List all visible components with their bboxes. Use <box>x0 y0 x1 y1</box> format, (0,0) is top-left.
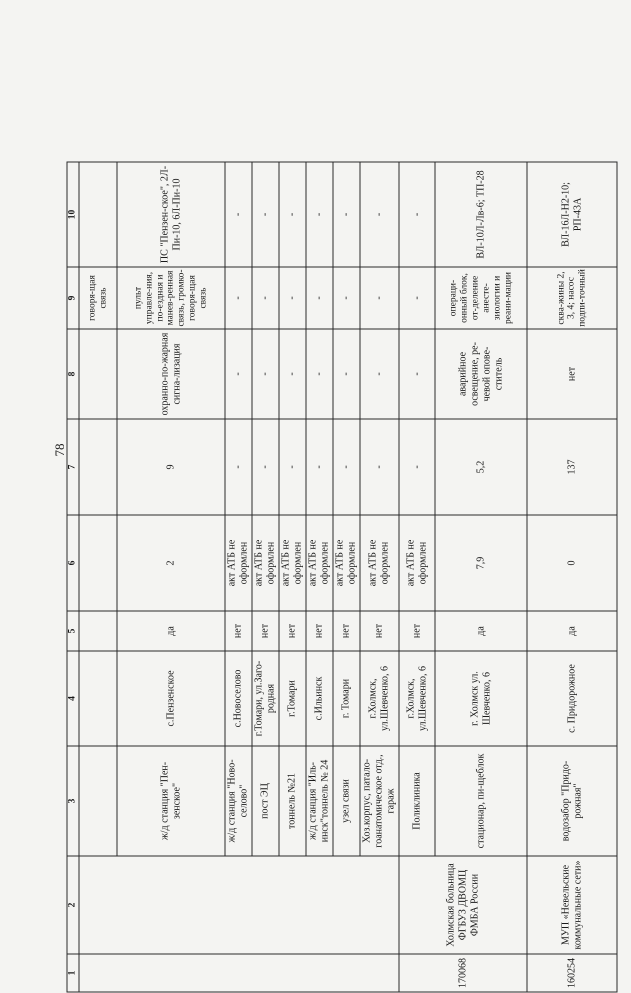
table-cell: г.Томари <box>279 651 306 746</box>
table-cell: - <box>333 419 360 515</box>
table-cell: да <box>527 611 617 651</box>
table-cell: с.Новоселово <box>225 651 252 746</box>
table-cell: - <box>399 329 435 419</box>
data-table <box>67 162 618 993</box>
col-number-10: 10 <box>67 162 79 267</box>
col-number-8: 8 <box>67 329 79 419</box>
table-cell: нет <box>279 611 306 651</box>
table-row <box>79 162 117 992</box>
table-cell: с. Придорожное <box>527 651 617 746</box>
table-cell: акт АТБ не оформлен <box>306 515 333 611</box>
table-cell: - <box>225 162 252 267</box>
table-cell: охранно-по-жарная сигна-лизация <box>117 329 225 419</box>
table-row <box>527 162 617 992</box>
table-cell: операци-онный блок, от-деление анесте-зиологии и реани-мации <box>435 267 527 329</box>
table-cell: г.Холмск, ул.Шевченко, 6 <box>360 651 399 746</box>
table-cell: - <box>360 419 399 515</box>
table-cell: нет <box>252 611 279 651</box>
table-row <box>399 162 435 992</box>
col-number-7: 7 <box>67 419 79 515</box>
table-cell: нет <box>527 329 617 419</box>
table-cell: водозабор "Придо-рожная" <box>527 746 617 856</box>
table-cell: - <box>333 329 360 419</box>
table-cell: сква-жины 2, 3, 4; насос подпи-точный <box>527 267 617 329</box>
table-cell: 2 <box>117 515 225 611</box>
table-cell: Поликлиника <box>399 746 435 856</box>
table-cell: акт АТБ не оформлен <box>225 515 252 611</box>
table-cell: 160254 <box>527 954 617 992</box>
table-cell: нет <box>225 611 252 651</box>
table-cell: - <box>225 329 252 419</box>
table-cell: - <box>279 267 306 329</box>
table-cell: акт АТБ не оформлен <box>252 515 279 611</box>
table-cell: 9 <box>117 419 225 515</box>
table-cell: - <box>306 267 333 329</box>
table-cell: с.Пензенское <box>117 651 225 746</box>
cell-empty <box>79 746 117 856</box>
table-cell: 170068 <box>399 954 527 992</box>
col-number-6: 6 <box>67 515 79 611</box>
table-cell: говоря-щая связь <box>79 267 117 329</box>
table-cell: - <box>252 329 279 419</box>
table-cell: - <box>399 419 435 515</box>
table-cell: тоннель №21 <box>279 746 306 856</box>
col-number-9: 9 <box>67 267 79 329</box>
cell-empty <box>79 856 399 954</box>
table-cell: г. Томари <box>333 651 360 746</box>
table-cell: 137 <box>527 419 617 515</box>
table-cell: - <box>333 267 360 329</box>
table-cell: ж/д станция "Ново-селово" <box>225 746 252 856</box>
cell-empty <box>79 611 117 651</box>
table-cell: акт АТБ не оформлен <box>399 515 435 611</box>
cell-empty <box>79 162 117 267</box>
table-cell: - <box>252 419 279 515</box>
table-cell: - <box>225 419 252 515</box>
col-number-5: 5 <box>67 611 79 651</box>
table-cell: нет <box>360 611 399 651</box>
table-cell: - <box>279 162 306 267</box>
table-cell: акт АТБ не оформлен <box>360 515 399 611</box>
table-cell: - <box>306 419 333 515</box>
table-cell: - <box>225 267 252 329</box>
table-cell: Хоз.корпус, патало-гоанатомическое отд., гараж <box>360 746 399 856</box>
col-number-1: 1 <box>67 954 79 992</box>
col-number-4: 4 <box>67 651 79 746</box>
table-cell: ж/д станция "Иль-инск"тоннель № 24 <box>306 746 333 856</box>
table-cell: - <box>306 329 333 419</box>
table-cell: ж/д станция "Пен-зенское" <box>117 746 225 856</box>
table-cell: - <box>360 329 399 419</box>
table-cell: МУП «Невельские коммунальные сети» <box>527 856 617 954</box>
table-cell: - <box>252 267 279 329</box>
table-cell: нет <box>333 611 360 651</box>
cell-empty <box>79 419 117 515</box>
table-cell: - <box>399 162 435 267</box>
table-cell: г. Холмск ул. Шевченко, 6 <box>435 651 527 746</box>
table-cell: г.Томари, ул.Заго-родная <box>252 651 279 746</box>
table-cell: 0 <box>527 515 617 611</box>
page-number: 78 <box>52 443 67 457</box>
table-cell: акт АТБ не оформлен <box>279 515 306 611</box>
table-cell: узел связи <box>333 746 360 856</box>
cell-empty <box>79 651 117 746</box>
table-cell: Холмская больница ФГБУЗ ДВОМЦ ФМБА России <box>399 856 527 954</box>
table-cell: с.Ильинск <box>306 651 333 746</box>
table-cell: - <box>306 162 333 267</box>
table-cell: - <box>279 329 306 419</box>
table-cell: да <box>117 611 225 651</box>
col-number-3: 3 <box>67 746 79 856</box>
table-cell: ПС "Пензен-ское", 2Л-Пи-10, 6Л-Пи-10 <box>117 162 225 267</box>
cell-empty <box>79 515 117 611</box>
table-cell: ВЛ-10Л-Лв-6; ТП-28 <box>435 162 527 267</box>
table-cell: стационар, пи-щеблок <box>435 746 527 856</box>
table-cell: аварийное освещение, ре-чевой опове-ститель <box>435 329 527 419</box>
table-cell: 7,9 <box>435 515 527 611</box>
table-cell: г.Холмск, ул.Шевченко, 6 <box>399 651 435 746</box>
table-cell: - <box>360 162 399 267</box>
table-cell: - <box>399 267 435 329</box>
table-cell: пост ЭЦ <box>252 746 279 856</box>
table-cell: да <box>435 611 527 651</box>
table-cell: - <box>333 162 360 267</box>
table-cell: - <box>279 419 306 515</box>
table-cell: акт АТБ не оформлен <box>333 515 360 611</box>
cell-empty <box>79 329 117 419</box>
table-cell: 5,2 <box>435 419 527 515</box>
table-cell: пульт управле-ния, по-ездная и манев-ренная связь, громко-говоря-щая связь <box>117 267 225 329</box>
table-cell: - <box>360 267 399 329</box>
table-cell: нет <box>306 611 333 651</box>
cell-empty <box>79 954 399 992</box>
col-number-2: 2 <box>67 856 79 954</box>
table-cell: нет <box>399 611 435 651</box>
table-cell: ВЛ-16Л-Н2-10; РП-43А <box>527 162 617 267</box>
column-number-row <box>67 162 79 992</box>
table-cell: - <box>252 162 279 267</box>
document-table-page <box>67 163 598 993</box>
